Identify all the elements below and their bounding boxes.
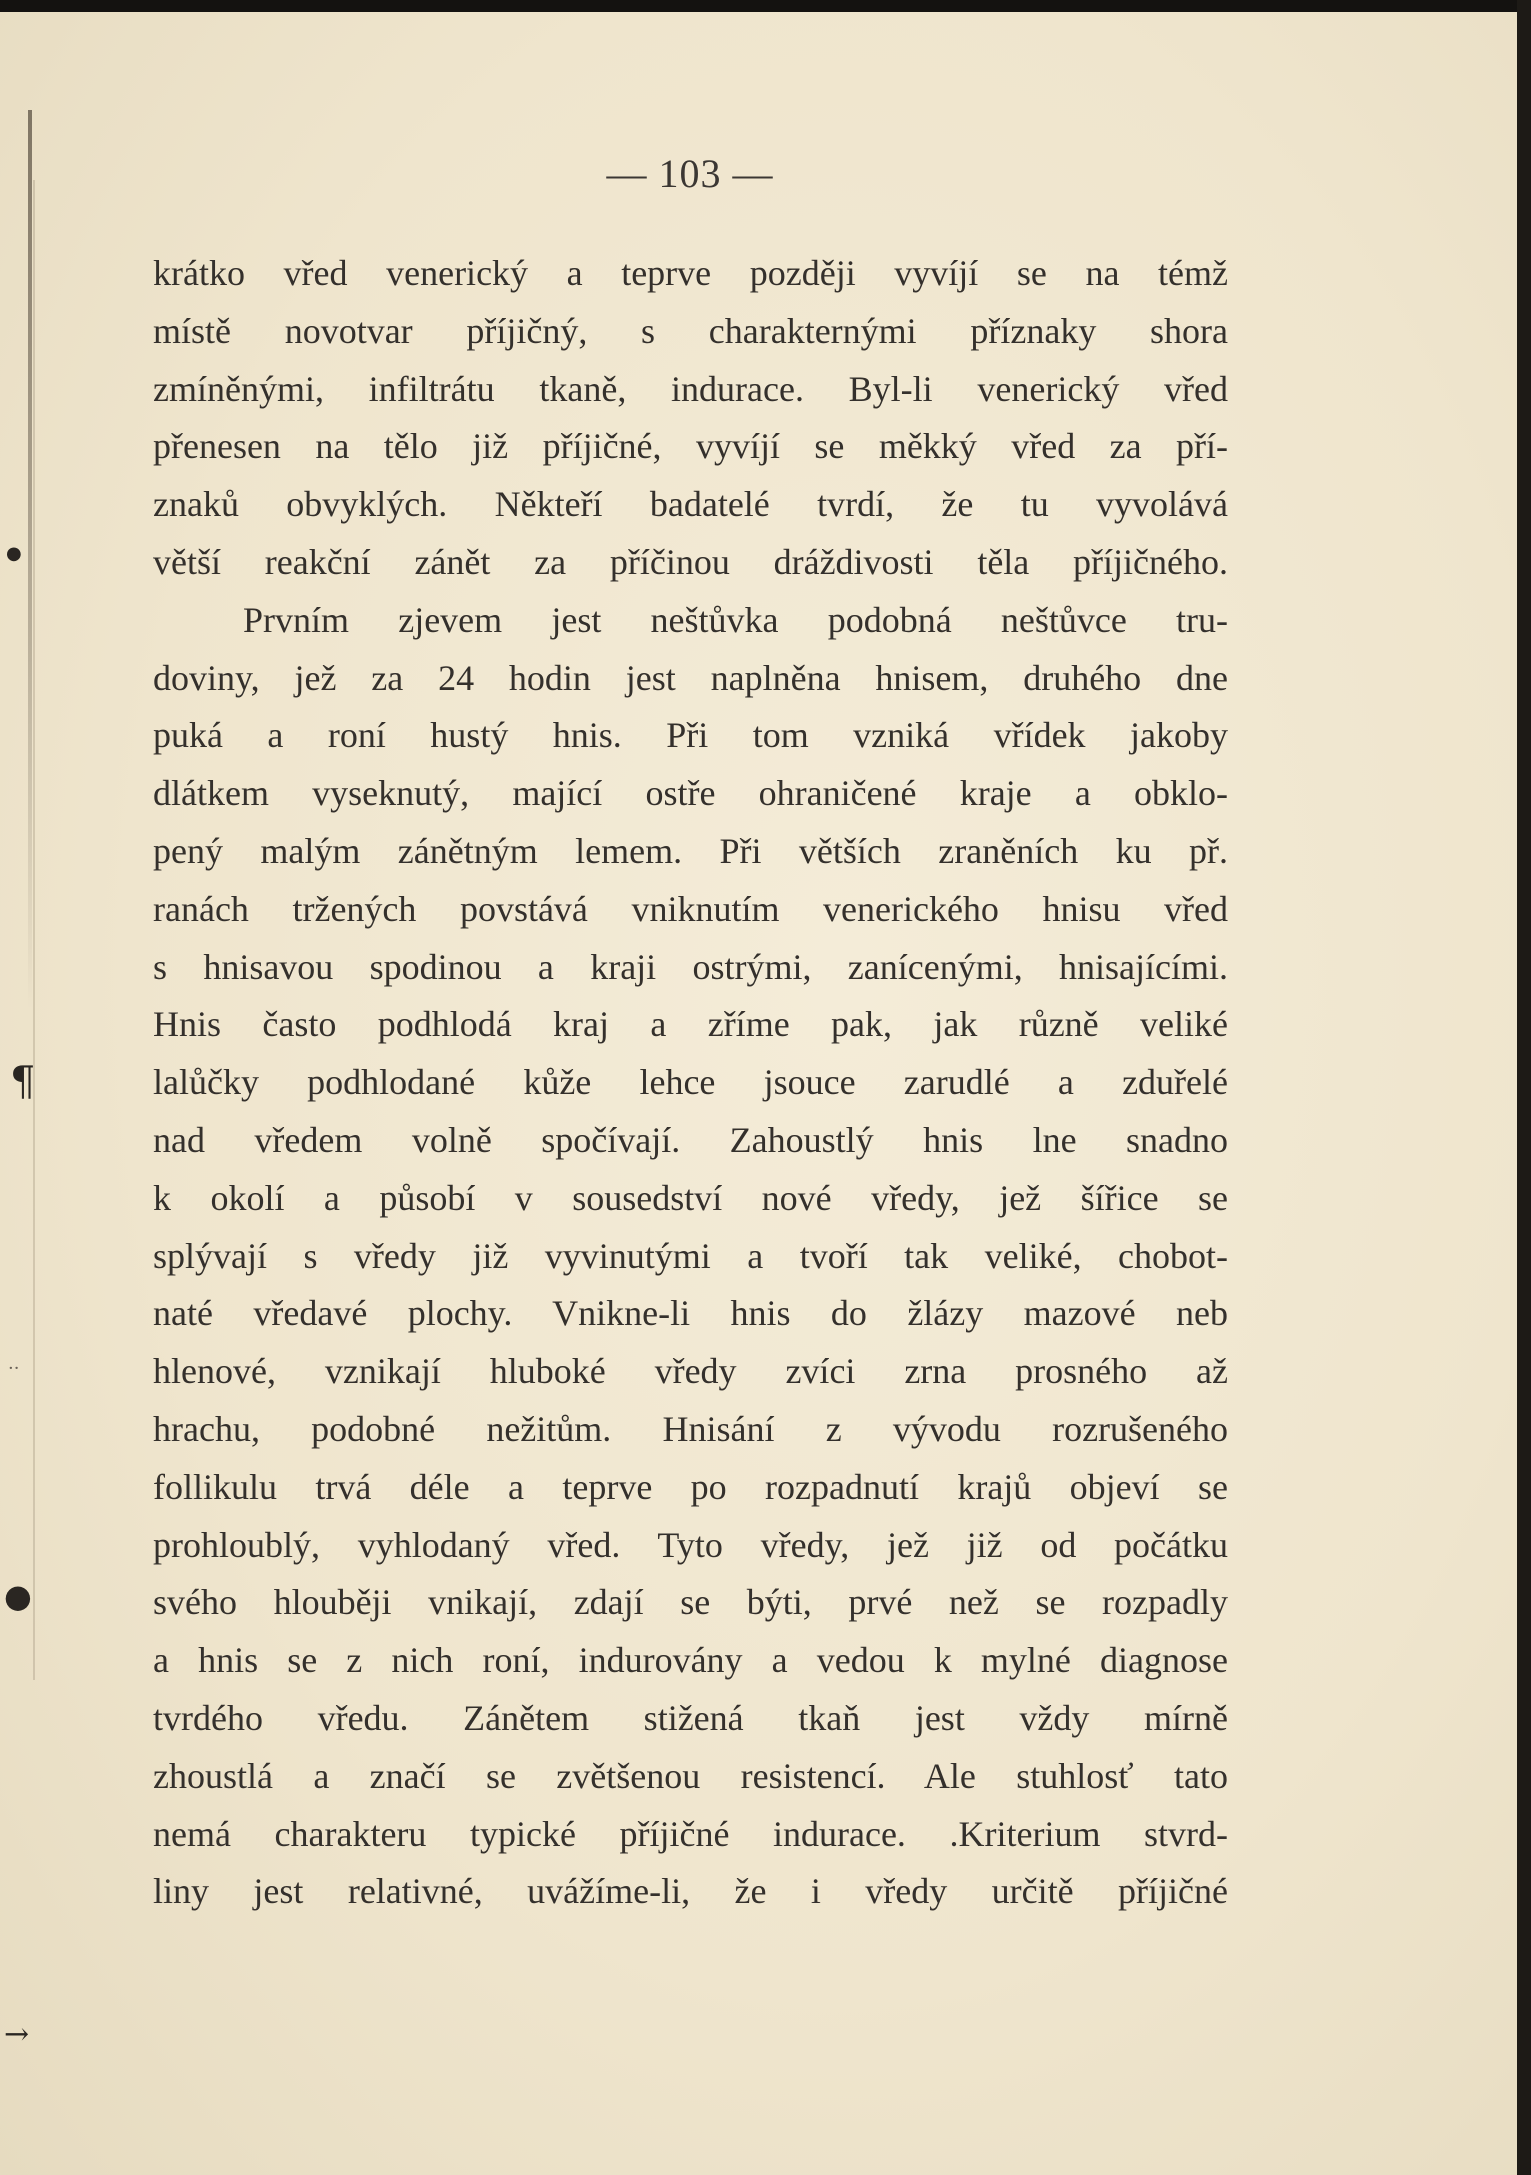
text-line: dlátkem vyseknutý, mající ostře ohraničené kraje a obklo- — [153, 773, 1228, 814]
text-line: puká a roní hustý hnis. Při tom vzniká vřídek jakoby — [153, 715, 1228, 756]
text-line: místě novotvar příjičný, s charakternými příznaky shora — [153, 310, 1228, 351]
text-line: větší reakční zánět za příčinou dráždivosti těla příjičného. — [153, 541, 1228, 582]
text-line: hrachu, podobné nežitům. Hnisání z vývodu rozrušeného — [153, 1408, 1228, 1449]
text-line: s hnisavou spodinou a kraji ostrými, zanícenými, hnisajícími. — [153, 946, 1228, 987]
text-line: naté vředavé plochy. Vnikne-li hnis do žlázy mazové neb — [153, 1293, 1228, 1334]
scan-edge-top — [0, 0, 1531, 12]
margin-arrow-mark: → — [4, 2017, 30, 2052]
text-line: splývají s vředy již vyvinutými a tvoří tak veliké, chobot- — [153, 1235, 1228, 1276]
margin-blot-mark: ● — [4, 1577, 32, 1615]
page-number: — 103 — — [606, 151, 774, 196]
text-line: přenesen na tělo již příjičné, vyvíjí se měkký vřed za pří- — [153, 426, 1228, 467]
text-line: tvrdého vředu. Zánětem stižená tkaň jest vždy mírně — [153, 1697, 1228, 1738]
scan-edge-right — [1517, 0, 1531, 2175]
text-line: follikulu trvá déle a teprve po rozpadnutí krajů objeví se — [153, 1466, 1228, 1507]
text-line: zhoustlá a značí se zvětšenou resistencí. Ale stuhlosť tato — [153, 1755, 1228, 1796]
text-line: a hnis se z nich roní, indurovány a vedou k mylné diagnose — [153, 1640, 1228, 1681]
margin-pointer-mark: ¶ — [10, 1059, 36, 1105]
text-line: doviny, jež za 24 hodin jest naplněna hnisem, druhého dne — [153, 657, 1228, 698]
binding-shadow — [28, 110, 32, 1010]
text-line: hlenové, vznikají hluboké vředy zvíci zrna prosného až — [153, 1351, 1228, 1392]
margin-speck-mark: ● — [6, 543, 22, 564]
text-line: Prvním zjevem jest neštůvka podobná neštůvce tru- — [243, 599, 1228, 640]
text-line: pený malým zánětným lemem. Při větších zraněních ku př. — [153, 830, 1228, 871]
text-line: nad vředem volně spočívají. Zahoustlý hnis lne snadno — [153, 1119, 1228, 1160]
binding-line — [33, 180, 35, 1680]
text-line: ranách tržených povstává vniknutím venerického hnisu vřed — [153, 888, 1228, 929]
text-line: prohloublý, vyhlodaný vřed. Tyto vředy, jež již od počátku — [153, 1524, 1228, 1565]
text-line: lalůčky podhlodané kůže lehce jsouce zarudlé a zduřelé — [153, 1062, 1228, 1103]
body-text — [153, 245, 1228, 1921]
text-line: zmíněnými, infiltrátu tkaně, indurace. Byl-li venerický vřed — [153, 368, 1228, 409]
text-line: krátko vřed venerický a teprve později vyvíjí se na témž — [153, 253, 1228, 293]
text-line: svého hlouběji vnikají, zdají se býti, prvé než se rozpadly — [153, 1582, 1228, 1623]
text-line: liny jest relativné, uvážíme-li, že i vředy určitě příjičné — [153, 1871, 1228, 1912]
margin-dash-mark: ·· — [8, 1358, 20, 1379]
text-line: nemá charakteru typické příjičné indurace. .Kriterium stvrd- — [153, 1813, 1228, 1854]
text-line: znaků obvyklých. Někteří badatelé tvrdí, že tu vyvolává — [153, 484, 1228, 525]
text-line: k okolí a působí v sousedství nové vředy, jež šířice se — [153, 1177, 1228, 1218]
text-line: Hnis často podhlodá kraj a zříme pak, jak různě veliké — [153, 1004, 1228, 1045]
